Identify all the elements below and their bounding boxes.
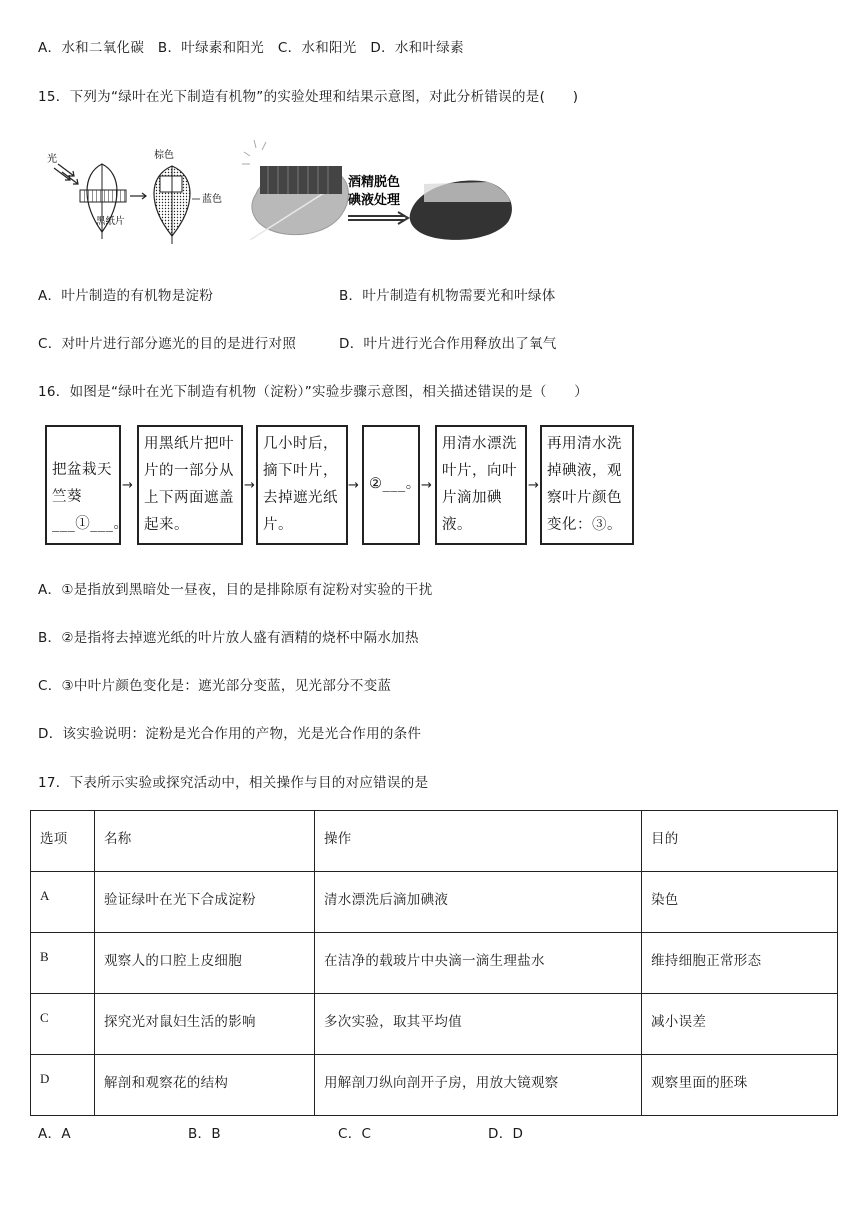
header-operation: 操作 — [315, 811, 642, 872]
q15-option-b[interactable]: B．叶片制造有机物需要光和叶绿体 — [339, 288, 556, 304]
flow-step-2: 用黑纸片把叶片的一部分从上下两面遮盖起来。 — [137, 425, 243, 545]
table-header-row — [31, 811, 838, 872]
q14-option-c[interactable]: C．水和阳光 — [277, 40, 357, 56]
row-operation: 清水漂洗后滴加碘液 — [315, 872, 642, 933]
q15-figure-left — [44, 144, 234, 244]
q15-option-d[interactable]: D．叶片进行光合作用释放出了氧气 — [339, 336, 557, 352]
q17-stem: 17．下表所示实验或探究活动中，相关操作与目的对应错误的是 — [38, 775, 429, 791]
q17-option-a[interactable]: A．A — [38, 1126, 71, 1142]
q15-label-brown: 棕色 — [154, 150, 174, 161]
q16-option-a[interactable]: A．①是指放到黑暗处一昼夜，目的是排除原有淀粉对实验的干扰 — [38, 582, 433, 598]
q15-option-c[interactable]: C．对叶片进行部分遮光的目的是进行对照 — [38, 336, 297, 352]
flow-arrow-4: → — [421, 478, 432, 493]
q17-option-b[interactable]: B．B — [188, 1126, 221, 1142]
row-name: 验证绿叶在光下合成淀粉 — [95, 872, 315, 933]
row-option: C — [31, 994, 95, 1055]
row-purpose: 维持细胞正常形态 — [642, 933, 838, 994]
flow-step-1: 把盆栽天竺葵___①___。 — [45, 425, 121, 545]
table-row — [31, 933, 838, 994]
q17-table — [30, 810, 838, 1116]
row-purpose: 观察里面的胚珠 — [642, 1055, 838, 1116]
table-row — [31, 872, 838, 933]
q17-option-c[interactable]: C．C — [338, 1126, 372, 1142]
header-option: 选项 — [31, 811, 95, 872]
q15-label-blue: 蓝色 — [202, 194, 222, 205]
q15-label-black-paper: 黑纸片 — [96, 216, 125, 227]
q15-option-a[interactable]: A．叶片制造的有机物是淀粉 — [38, 288, 214, 304]
q14-option-b[interactable]: B．叶绿素和阳光 — [157, 40, 265, 56]
q14-options-line — [38, 36, 464, 56]
table-row — [31, 994, 838, 1055]
q15-label-light: 光 — [47, 154, 57, 165]
flow-arrow-1: → — [122, 478, 133, 493]
row-purpose: 减小误差 — [642, 994, 838, 1055]
q15-label-step1: 酒精脱色 — [348, 175, 401, 190]
row-operation: 在洁净的载玻片中央滴一滴生理盐水 — [315, 933, 642, 994]
black-paper-strip — [80, 190, 126, 202]
q15-stem: 15．下列为“绿叶在光下制造有机物”的实验处理和结果示意图，对此分析错误的是( ) — [38, 89, 579, 105]
cover-strip — [260, 166, 342, 194]
flow-arrow-2: → — [244, 478, 255, 493]
light-arrows-icon — [54, 164, 78, 184]
sun-icon — [242, 140, 266, 164]
row-purpose: 染色 — [642, 872, 838, 933]
row-option: D — [31, 1055, 95, 1116]
flow-arrow-5: → — [528, 478, 539, 493]
flow-arrow-3: → — [348, 478, 359, 493]
row-name: 探究光对鼠妇生活的影响 — [95, 994, 315, 1055]
q14-option-a[interactable]: A．水和二氧化碳 — [38, 40, 145, 56]
header-name: 名称 — [95, 811, 315, 872]
row-name: 观察人的口腔上皮细胞 — [95, 933, 315, 994]
header-purpose: 目的 — [642, 811, 838, 872]
q15-figure-right — [238, 136, 520, 248]
flow-step-6: 再用清水洗掉碘液，观察叶片颜色变化：③。 — [540, 425, 634, 545]
q16-option-b[interactable]: B．②是指将去掉遮光纸的叶片放人盛有酒精的烧杯中隔水加热 — [38, 630, 419, 646]
flow-step-3: 几小时后，摘下叶片，去掉遮光纸片。 — [256, 425, 348, 545]
q16-option-d[interactable]: D．该实验说明：淀粉是光合作用的产物，光是光合作用的条件 — [38, 726, 422, 742]
q16-option-c[interactable]: C．③中叶片颜色变化是：遮光部分变蓝，见光部分不变蓝 — [38, 678, 392, 694]
flow-step-5: 用清水漂洗叶片，向叶片滴加碘液。 — [435, 425, 527, 545]
row-option: A — [31, 872, 95, 933]
q15-label-step2: 碘液处理 — [348, 193, 401, 208]
q16-stem: 16．如图是“绿叶在光下制造有机物（淀粉）”实验步骤示意图，相关描述错误的是（ ） — [38, 384, 589, 400]
row-name: 解剖和观察花的结构 — [95, 1055, 315, 1116]
row-operation: 用解剖刀纵向剖开子房，用放大镜观察 — [315, 1055, 642, 1116]
row-operation: 多次实验，取其平均值 — [315, 994, 642, 1055]
table-row — [31, 1055, 838, 1116]
q17-option-d[interactable]: D．D — [488, 1126, 524, 1142]
flow-step-4: ②___。 — [362, 425, 420, 545]
q14-option-d[interactable]: D．水和叶绿素 — [370, 40, 464, 56]
row-option: B — [31, 933, 95, 994]
